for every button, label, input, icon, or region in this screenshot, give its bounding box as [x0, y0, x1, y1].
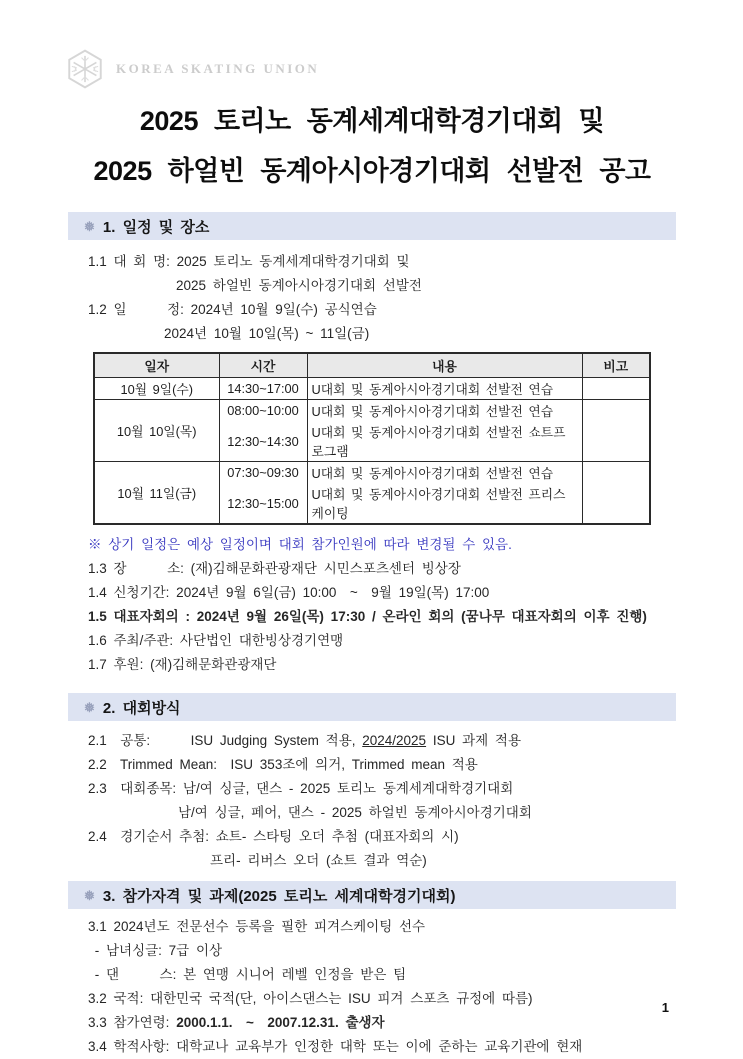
doc-line: [88, 825, 676, 849]
doc-text-segment: 1.6 주최/주관: 사단법인 대한빙상경기연맹: [88, 633, 344, 648]
table-cell: 08:00~10:00: [219, 400, 307, 422]
section-1-items-bottom: [68, 533, 676, 677]
table-cell: [582, 378, 650, 400]
doc-text-segment: 1.5 대표자회의 : 2024년 9월 26일(목) 17:30 / 온라인 회의 (꿈나무 대표자회의 이후 진행): [88, 609, 647, 624]
doc-line: [88, 557, 676, 581]
doc-text-segment: 3.1 2024년도 전문선수 등록을 필한 피겨스케이팅 선수: [88, 919, 426, 934]
table-header-row: [94, 353, 650, 378]
table-cell: 10월 10일(목): [94, 400, 219, 462]
doc-line: [88, 849, 676, 873]
section-1-items-top: [68, 250, 676, 346]
table-cell: U대회 및 동계아시아경기대회 선발전 연습: [307, 400, 582, 422]
doc-text-segment: 1.1 대 회 명: 2025 토리노 동계세계대학경기대회 및: [88, 254, 410, 269]
section-3-title: 3. 참가자격 및 과제(2025 토리노 세계대학경기대회): [102, 887, 456, 905]
doc-text-segment: 프리- 리버스 오더 (쇼트 결과 역순): [210, 853, 427, 868]
doc-line: [88, 1011, 676, 1035]
hexagon-snowflake-icon: [64, 48, 106, 90]
table-cell: 10월 11일(금): [94, 462, 219, 525]
doc-text-segment: 2024년 10월 10일(목) ~ 11일(금): [164, 326, 370, 341]
section-3-header: [68, 881, 676, 909]
table-cell: U대회 및 동계아시아경기대회 선발전 연습: [307, 378, 582, 400]
table-cell: U대회 및 동계아시아경기대회 선발전 쇼트프로그램: [307, 421, 582, 462]
doc-text-segment: 3.3 참가연령:: [88, 1015, 177, 1030]
doc-text-segment: - 댄 스: 본 연맹 시니어 레벨 인정을 받은 팀: [88, 967, 407, 982]
title-line-1: 2025 토리노 동계세계대학경기대회 및: [139, 106, 605, 136]
table-cell: U대회 및 동계아시아경기대회 선발전 프리스케이팅: [307, 483, 582, 524]
doc-line: [88, 939, 676, 963]
table-cell: 12:30~15:00: [219, 483, 307, 524]
doc-text-segment: 2.2 Trimmed Mean: ISU 353조에 의거, Trimmed mean 적용: [88, 757, 478, 772]
doc-line: [88, 629, 676, 653]
section-1-title: 1. 일정 및 장소: [102, 218, 210, 236]
table-row: [94, 400, 650, 422]
section-2-title: 2. 대회방식: [102, 699, 181, 717]
logo-text: KOREA SKATING UNION: [116, 61, 320, 76]
document-title: [68, 96, 676, 196]
section-2-items: [68, 729, 676, 873]
table-cell: U대회 및 동계아시아경기대회 선발전 연습: [307, 462, 582, 484]
doc-line: [88, 915, 676, 939]
doc-line: [88, 605, 676, 629]
doc-line: [88, 801, 676, 825]
doc-text-segment: 3.2 국적: 대한민국 국적(단, 아이스댄스는 ISU 피겨 스포츠 규정에 따름): [88, 991, 533, 1006]
doc-line: [88, 533, 676, 557]
table-cell: [582, 400, 650, 462]
table-header-cell: 시간: [219, 353, 307, 378]
table-cell: [582, 462, 650, 525]
section-2-header: [68, 693, 676, 721]
section-3-items: [68, 915, 676, 1059]
page-number: 1: [661, 1000, 669, 1015]
doc-text-segment: ※ 상기 일정은 예상 일정이며 대회 참가인원에 따라 변경될 수 있음.: [88, 537, 512, 552]
doc-text-segment: ISU 과제 적용: [426, 733, 521, 748]
table-cell: 14:30~17:00: [219, 378, 307, 400]
schedule-table: [93, 352, 651, 525]
doc-line: [88, 777, 676, 801]
doc-text-segment: - 남녀싱글: 7급 이상: [88, 943, 223, 958]
snowflake-icon: ❅: [84, 887, 95, 903]
table-cell: 07:30~09:30: [219, 462, 307, 484]
doc-text-segment: 1.7 후원: (재)김해문화관광재단: [88, 657, 277, 672]
table-cell: 10월 9일(수): [94, 378, 219, 400]
doc-text-segment: 2.3 대회종목: 남/여 싱글, 댄스 - 2025 토리노 동계세계대학경기대회: [88, 781, 514, 796]
doc-text-segment: 3.4 학적사항: 대학교나 교육부가 인정한 대학 또는 이에 준하는 교육기관에 현재: [88, 1039, 583, 1054]
table-cell: 12:30~14:30: [219, 421, 307, 462]
table-row: [94, 462, 650, 484]
doc-text-segment: 남/여 싱글, 페어, 댄스 - 2025 하얼빈 동계아시아경기대회: [178, 805, 532, 820]
doc-text-segment: 2.1 공통: ISU Judging System 적용,: [88, 733, 363, 748]
doc-text-segment: 1.4 신청기간: 2024년 9월 6일(금) 10:00 ~ 9월 19일(목) 17:00: [88, 585, 490, 600]
doc-line: [88, 729, 676, 753]
doc-line: [88, 274, 676, 298]
snowflake-icon: ❅: [84, 699, 95, 715]
doc-text-segment: 2000.1.1. ~ 2007.12.31. 출생자: [176, 1015, 385, 1030]
doc-line: [88, 753, 676, 777]
doc-line: [88, 653, 676, 677]
doc-text-segment: 1.2 일 정: 2024년 10월 9일(수) 공식연습: [88, 302, 377, 317]
snowflake-icon: ❅: [84, 218, 95, 234]
doc-line: [88, 1035, 676, 1059]
doc-line: [88, 987, 676, 1011]
doc-text-segment: 1.3 장 소: (재)김해문화관광재단 시민스포츠센터 빙상장: [88, 561, 461, 576]
table-header-cell: 내용: [307, 353, 582, 378]
doc-line: [88, 250, 676, 274]
doc-text-segment: 2024/2025: [362, 733, 427, 748]
section-1-header: [68, 212, 676, 240]
table-header-cell: 일자: [94, 353, 219, 378]
doc-line: [88, 322, 676, 346]
doc-line: [88, 963, 676, 987]
title-line-2: 2025 하얼빈 동계아시아경기대회 선발전 공고: [93, 156, 651, 186]
doc-text-segment: 2.4 경기순서 추첨: 쇼트- 스타팅 오더 추첨 (대표자회의 시): [88, 829, 459, 844]
doc-text-segment: 2025 하얼빈 동계아시아경기대회 선발전: [176, 278, 422, 293]
table-row: [94, 378, 650, 400]
ksu-logo: [64, 48, 319, 90]
doc-line: [88, 298, 676, 322]
table-header-cell: 비고: [582, 353, 650, 378]
doc-line: [88, 581, 676, 605]
